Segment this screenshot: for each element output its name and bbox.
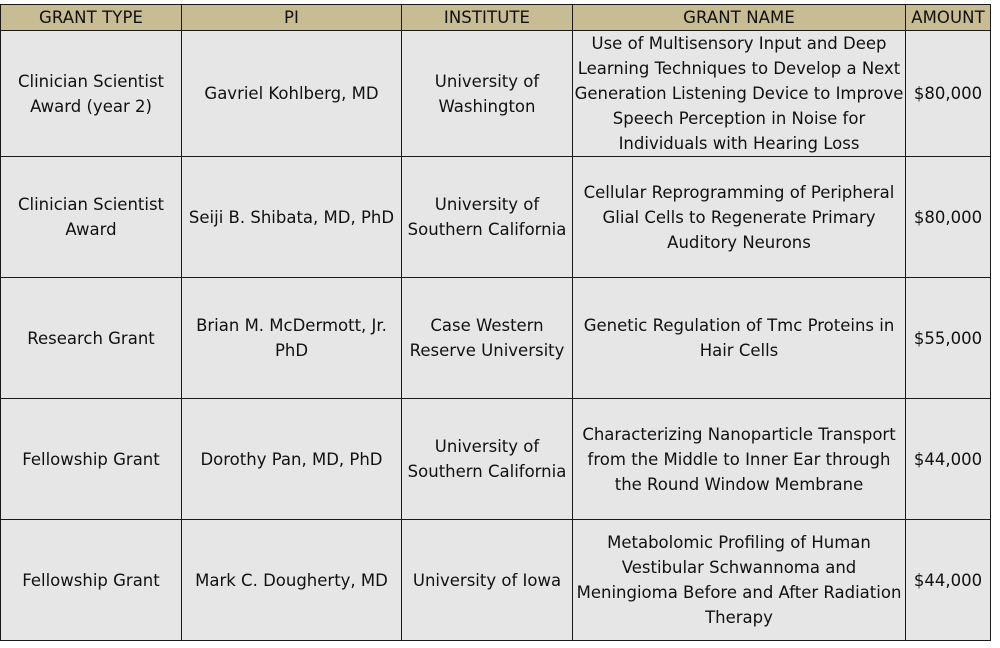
institute-cell: University of Iowa [402, 520, 573, 641]
amount-cell: $80,000 [906, 157, 991, 278]
grant-type-cell: Research Grant [1, 278, 182, 399]
amount-cell: $80,000 [906, 31, 991, 157]
institute-cell: University of Southern California [402, 399, 573, 520]
grant-type-cell: Clinician Scientist Award (year 2) [1, 31, 182, 157]
table-row [1, 31, 991, 157]
grant-type-cell: Clinician Scientist Award [1, 157, 182, 278]
institute-cell: University of Washington [402, 31, 573, 157]
pi-cell: Mark C. Dougherty, MD [182, 520, 402, 641]
grant-name-cell: Use of Multisensory Input and Deep Learning Techniques to Develop a Next Generation Listening Device to Improve Speech Perception in Noise for Individuals with Hearing Loss [573, 31, 906, 157]
table-row [1, 278, 991, 399]
header-amount: AMOUNT [906, 5, 991, 31]
header-grant-type: GRANT TYPE [1, 5, 182, 31]
table-row [1, 157, 991, 278]
institute-cell: Case Western Reserve University [402, 278, 573, 399]
pi-cell: Gavriel Kohlberg, MD [182, 31, 402, 157]
header-pi: PI [182, 5, 402, 31]
grant-name-cell: Genetic Regulation of Tmc Proteins in Hair Cells [573, 278, 906, 399]
table-row [1, 399, 991, 520]
institute-cell: University of Southern California [402, 157, 573, 278]
grant-type-cell: Fellowship Grant [1, 399, 182, 520]
grant-type-cell: Fellowship Grant [1, 520, 182, 641]
amount-cell: $44,000 [906, 520, 991, 641]
grants-table [0, 4, 991, 641]
amount-cell: $44,000 [906, 399, 991, 520]
header-institute: INSTITUTE [402, 5, 573, 31]
grant-name-cell: Cellular Reprogramming of Peripheral Glial Cells to Regenerate Primary Auditory Neurons [573, 157, 906, 278]
pi-cell: Seiji B. Shibata, MD, PhD [182, 157, 402, 278]
header-grant-name: GRANT NAME [573, 5, 906, 31]
table-row [1, 520, 991, 641]
grant-name-cell: Metabolomic Profiling of Human Vestibular Schwannoma and Meningioma Before and After Radiation Therapy [573, 520, 906, 641]
pi-cell: Brian M. McDermott, Jr. PhD [182, 278, 402, 399]
grant-name-cell: Characterizing Nanoparticle Transport from the Middle to Inner Ear through the Round Window Membrane [573, 399, 906, 520]
pi-cell: Dorothy Pan, MD, PhD [182, 399, 402, 520]
header-row [1, 5, 991, 31]
amount-cell: $55,000 [906, 278, 991, 399]
